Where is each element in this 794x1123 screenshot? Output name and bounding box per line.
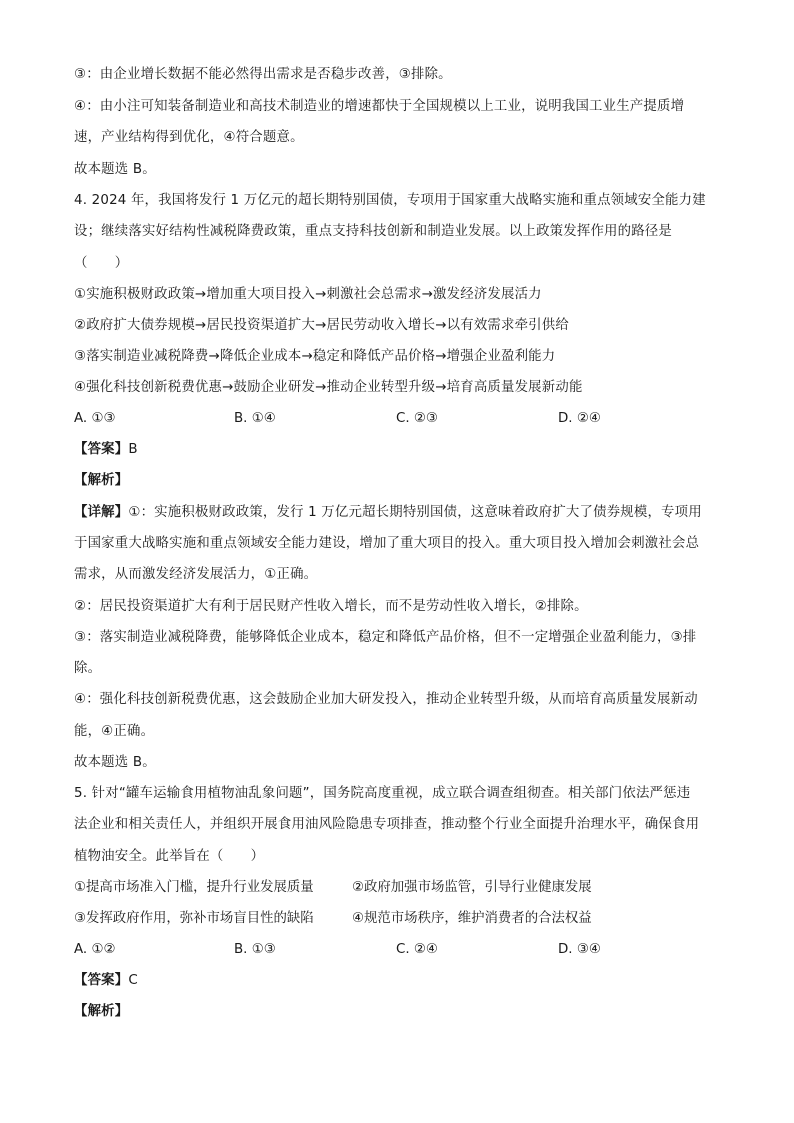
q4-answer [74, 440, 138, 460]
q5-item-2: ②政府加强市场监管，引导行业健康发展 [352, 880, 592, 895]
prev-analysis-3: ③：由企业增长数据不能必然得出需求是否稳步改善，③排除。 [74, 67, 452, 82]
q4-option-c: C. ②③ [396, 411, 438, 426]
detail-text: ①：实施积极财政政策，发行 1 万亿元超长期特别国债，这意味着政府扩大了债券规模，专项用 [128, 505, 702, 520]
q4-item-1: ①实施积极财政政策→增加重大项目投入→刺激社会总需求→激发经济发展活力 [74, 287, 542, 302]
prev-conclusion: 故本题选 B。 [74, 162, 156, 177]
q5-stem-line3: 植物油安全。此举旨在（ ） [74, 849, 265, 864]
q4-item-2: ②政府扩大债券规模→居民投资渠道扩大→居民劳动收入增长→以有效需求牵引供给 [74, 318, 569, 333]
q4-detail-4-line1: ④：强化科技创新税费优惠，这会鼓励企业加大研发投入，推动企业转型升级，从而培育高质量发展新动 [74, 692, 698, 707]
q5-stem-line1: 5. 针对“罐车运输食用植物油乱象问题”，国务院高度重视，成立联合调查组彻查。相关部门依法严惩违 [74, 786, 691, 801]
q4-detail-3-line2: 除。 [74, 661, 102, 676]
prev-analysis-4-line1: ④：由小注可知装备制造业和高技术制造业的增速都快于全国规模以上工业，说明我国工业生产提质增 [74, 99, 685, 114]
q4-item-4: ④强化科技创新税费优惠→鼓励企业研发→推动企业转型升级→培育高质量发展新动能 [74, 380, 583, 395]
q5-option-b: B. ①③ [234, 942, 276, 957]
q4-item-3: ③落实制造业减税降费→降低企业成本→稳定和降低产品价格→增强企业盈利能力 [74, 349, 556, 364]
q4-answer-blank: （ ） [74, 256, 129, 271]
answer-label: 【答案】 [74, 442, 129, 457]
q5-item-4: ④规范市场秩序，维护消费者的合法权益 [352, 911, 592, 926]
q5-item-1: ①提高市场准入门槛，提升行业发展质量 [74, 880, 314, 895]
q4-options [74, 409, 734, 429]
answer-value: C [128, 973, 138, 988]
answer-label: 【答案】 [74, 973, 129, 988]
q4-detail-1-line2: 于国家重大战略实施和重点领域安全能力建设，增加了重大项目的投入。重大项目投入增加会刺激社会总 [74, 536, 700, 551]
q5-options [74, 940, 734, 960]
q5-answer [74, 971, 138, 991]
q4-detail-4-line2: 能，④正确。 [74, 724, 155, 739]
q4-option-b: B. ①④ [234, 411, 276, 426]
q5-analysis-label: 【解析】 [74, 1004, 129, 1019]
q5-option-d: D. ③④ [558, 942, 601, 957]
q5-item-3: ③发挥政府作用，弥补市场盲目性的缺陷 [74, 911, 314, 926]
q5-option-c: C. ②④ [396, 942, 438, 957]
q5-items-row2 [74, 909, 734, 929]
q4-analysis-label: 【解析】 [74, 473, 129, 488]
answer-value: B [128, 442, 138, 457]
q4-detail-2: ②：居民投资渠道扩大有利于居民财产性收入增长，而不是劳动性收入增长，②排除。 [74, 599, 588, 614]
q4-stem-line2: 设；继续落实好结构性减税降费政策，重点支持科技创新和制造业发展。以上政策发挥作用的路径是 [74, 224, 672, 239]
q5-stem-line2: 法企业和相关责任人，并组织开展食用油风险隐患专项排查，推动整个行业全面提升治理水平，确保食用 [74, 817, 700, 832]
q4-conclusion: 故本题选 B。 [74, 755, 156, 770]
q4-option-d: D. ②④ [558, 411, 601, 426]
q4-detail-3-line1: ③：落实制造业减税降费，能够降低企业成本，稳定和降低产品价格，但不一定增强企业盈利能力，③排 [74, 630, 697, 645]
q5-option-a: A. ①② [74, 942, 116, 957]
q4-option-a: A. ①③ [74, 411, 116, 426]
q4-stem-line1: 4. 2024 年，我国将发行 1 万亿元的超长期特别国债，专项用于国家重大战略实施和重点领域安全能力建 [74, 193, 706, 208]
detail-label: 【详解】 [74, 505, 129, 520]
q5-items-row1 [74, 878, 734, 898]
prev-analysis-4-line2: 速，产业结构得到优化，④符合题意。 [74, 130, 304, 145]
q4-detail-1-line3: 需求，从而激发经济发展活力，①正确。 [74, 567, 318, 582]
q4-detail-1-line1 [74, 503, 702, 523]
